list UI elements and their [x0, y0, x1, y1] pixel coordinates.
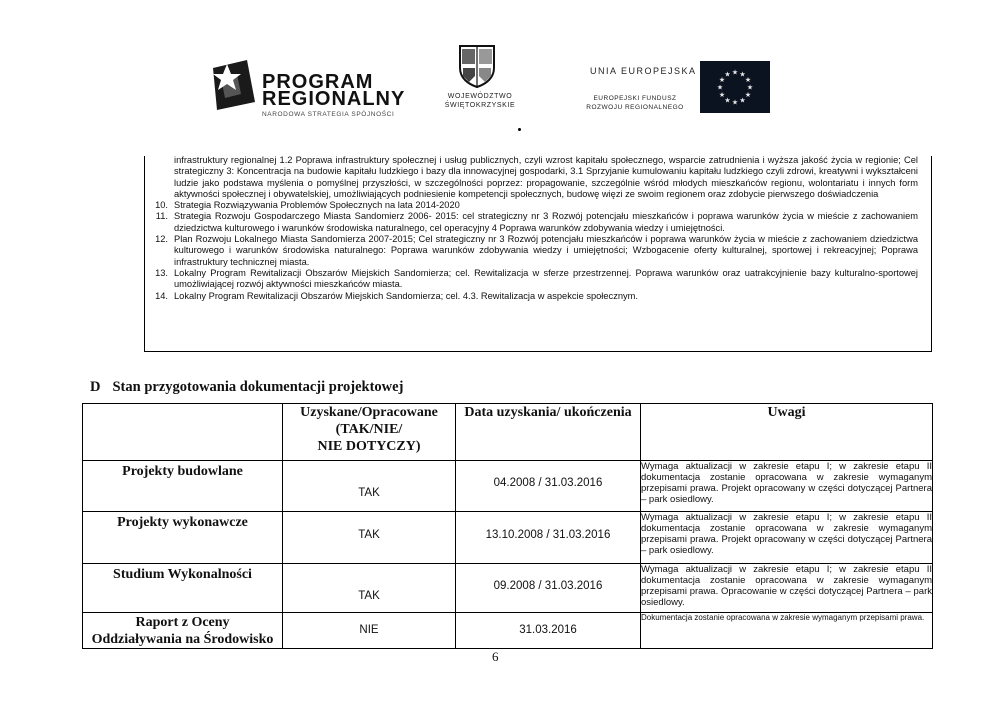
row-name: Projekty wykonawcze [83, 512, 283, 564]
eu-star-icon: ★ [744, 76, 752, 84]
table-row [83, 512, 933, 564]
row-name: Projekty budowlane [83, 461, 283, 512]
row-date: 04.2008 / 31.03.2016 [456, 461, 641, 512]
header-col3: Data uzyskania/ ukończenia [456, 404, 641, 461]
list-item-text: Plan Rozwoju Lokalnego Miasta Sandomierza 2007-2015; Cel strategiczny nr 3 Rozwój potencjału mieszkańców i poprawa warunków życia w mieście z zachowaniem dziedzictwa kulturowego i warunków środowiska naturalnego: Poprawa warunków zdobywania wiedzy i umiejętności; Wzbogacenie oferty kulturalnej, sportowej i rekreacyjnej; Poprawa infrastruktury technicznej miasta. [174, 234, 918, 267]
row-date: 13.10.2008 / 31.03.2016 [456, 512, 641, 564]
row-note: Wymaga aktualizacji w zakresie etapu I; w zakresie etapu II dokumentacja zostanie opracowana w zakresie wymaganym przepisami prawa. Opracowanie w części dotyczącej Partnera – park osiedlowy. [641, 564, 933, 613]
table-row [83, 461, 933, 512]
eu-star-icon: ★ [731, 68, 739, 77]
eu-fund-text [578, 94, 692, 112]
eu-star-icon: ★ [718, 76, 726, 84]
region-line1: WOJEWÓDZTWO [447, 93, 513, 100]
program-regionalny-logo-text [262, 71, 406, 118]
eu-fund-line1: EUROPEJSKI FUNDUSZ [593, 95, 677, 102]
row-date: 31.03.2016 [456, 613, 641, 649]
section-title: Stan przygotowania dokumentacji projektowej [112, 379, 404, 395]
eu-star-icon: ★ [746, 83, 754, 92]
header-col2 [283, 404, 456, 461]
row-status: TAK [283, 564, 456, 613]
row-name-line1: Raport z Oceny [135, 615, 230, 630]
region-line2: ŚWIĘTOKRZYSKIE [444, 102, 516, 109]
row-name-line2: Oddziaływania na Środowisko [91, 632, 274, 647]
continuation-text [155, 155, 918, 302]
program-regionalny-logo-mark [207, 60, 255, 110]
list-item [155, 211, 918, 234]
list-item-number: 10. [155, 200, 168, 211]
program-subtitle: NARODOWA STRATEGIA SPÓJNOŚCI [262, 111, 395, 118]
program-line2: REGIONALNY [262, 88, 406, 110]
row-status: NIE [283, 613, 456, 649]
list-item-text: Strategia Rozwiązywania Problemów Społecznych na lata 2014-2020 [174, 200, 460, 211]
eu-title: UNIA EUROPEJSKA [590, 66, 697, 76]
region-logo-text [440, 92, 520, 110]
row-note: Wymaga aktualizacji w zakresie etapu I; w zakresie etapu II dokumentacja zostanie opracowana w zakresie wymaganym przepisami prawa. Projekt opracowany w części dotyczącej Partnera – park osiedlowy. [641, 512, 933, 564]
row-date: 09.2008 / 31.03.2016 [456, 564, 641, 613]
row-status: TAK [283, 461, 456, 512]
header-col1 [83, 404, 283, 461]
eu-flag-icon [700, 61, 770, 113]
section-heading [90, 379, 403, 396]
eu-star-icon: ★ [718, 91, 726, 99]
header-col2-line3: NIE DOTYCZY) [317, 439, 421, 454]
eu-star-icon: ★ [739, 96, 746, 105]
eu-star-icon: ★ [731, 98, 739, 107]
program-line1: PROGRAM [262, 71, 374, 93]
list-item-text: Lokalny Program Rewitalizacji Obszarów Miejskich Sandomierza; cel. Rewitalizacja w sferze przestrzennej. Poprawa warunków oraz uatrakcyjnienie bazy kulturalno-sportowej umożliwiającej rozwój aktywności mieszkańców miasta. [174, 267, 918, 290]
list-item [155, 267, 918, 291]
row-note: Dokumentacja zostanie opracowana w zakresie wymaganym przepisami prawa. [641, 613, 933, 649]
header-col4: Uwagi [641, 404, 933, 461]
row-note: Wymaga aktualizacji w zakresie etapu I; w zakresie etapu II dokumentacja zostanie opracowana w zakresie wymaganym przepisami prawa. Projekt opracowany w części dotyczącej Partnera – park osiedlowy. [641, 461, 933, 512]
continuation-intro: infrastruktury regionalnej 1.2 Poprawa infrastruktury społecznej i usług publicznych, czyli wzrost kapitału społecznego, wsparcie zatrudnienia i wyższa jakość życia w regionie; Cel strategiczny 3: Koncentracja na budowie kapitału ludzkiego i bazy dla innowacyjnej gospodarki, 3.1 Sprzyjanie kumulowaniu kapitału ludzkiego czyli zdrowi, kreatywni i wykształceni ludzie jako podstawa myślenia o pomyślnej przyszłości, w szczególności poprzez: propagowanie, szczególnie wśród młodych mieszkańców regionu, wolontariatu i innych form aktywności społecznej i obywatelskiej, umożliwiających podniesienie kompetencji społecznych, budowę więzi ze swoim regionem oraz zdobycie pierwszego doświadczenia [174, 155, 918, 199]
header-col2-line2: (TAK/NIE/ [335, 422, 403, 437]
eu-star-icon: ★ [724, 70, 731, 79]
list-item-number: 12. [155, 234, 168, 245]
list-item-number: 13. [155, 267, 168, 278]
eu-star-icon: ★ [724, 96, 731, 105]
swietokrzyskie-crest-icon [458, 44, 496, 88]
list-item-number: 14. [155, 290, 168, 301]
list-item-text: Lokalny Program Rewitalizacji Obszarów Miejskich Sandomierza; cel. 4.3. Rewitalizacja w aspekcie społecznym. [174, 290, 638, 301]
eu-fund-line2: ROZWOJU REGIONALNEGO [586, 104, 684, 111]
list-item [155, 234, 918, 268]
list-item-number: 11. [155, 211, 168, 222]
table-row [83, 613, 933, 649]
page-number: 6 [492, 649, 499, 664]
list-item [155, 290, 918, 302]
documentation-status-table [82, 403, 933, 649]
table-row [83, 564, 933, 613]
row-status: TAK [283, 512, 456, 564]
list-item-text: Strategia Rozwoju Gospodarczego Miasta Sandomierz 2006- 2015: cel strategiczny nr 3 Rozwój potencjału mieszkańców i poprawa warunków życia w mieście z zachowaniem dziedzictwa kulturowego i warunków środowiska naturalnego, cel operacyjny 4 Poprawa warunków zdobywania wiedzy i umiejętności. [174, 211, 918, 233]
decorative-dot [518, 128, 521, 131]
table-header-row [83, 404, 933, 461]
eu-star-icon: ★ [739, 70, 746, 79]
eu-star-icon: ★ [744, 91, 752, 99]
row-name [83, 613, 283, 649]
eu-star-icon: ★ [716, 83, 724, 92]
header-col2-line1: Uzyskane/Opracowane [300, 405, 438, 420]
list-item [155, 200, 918, 211]
row-name: Studium Wykonalności [83, 564, 283, 613]
section-letter: D [90, 379, 101, 395]
